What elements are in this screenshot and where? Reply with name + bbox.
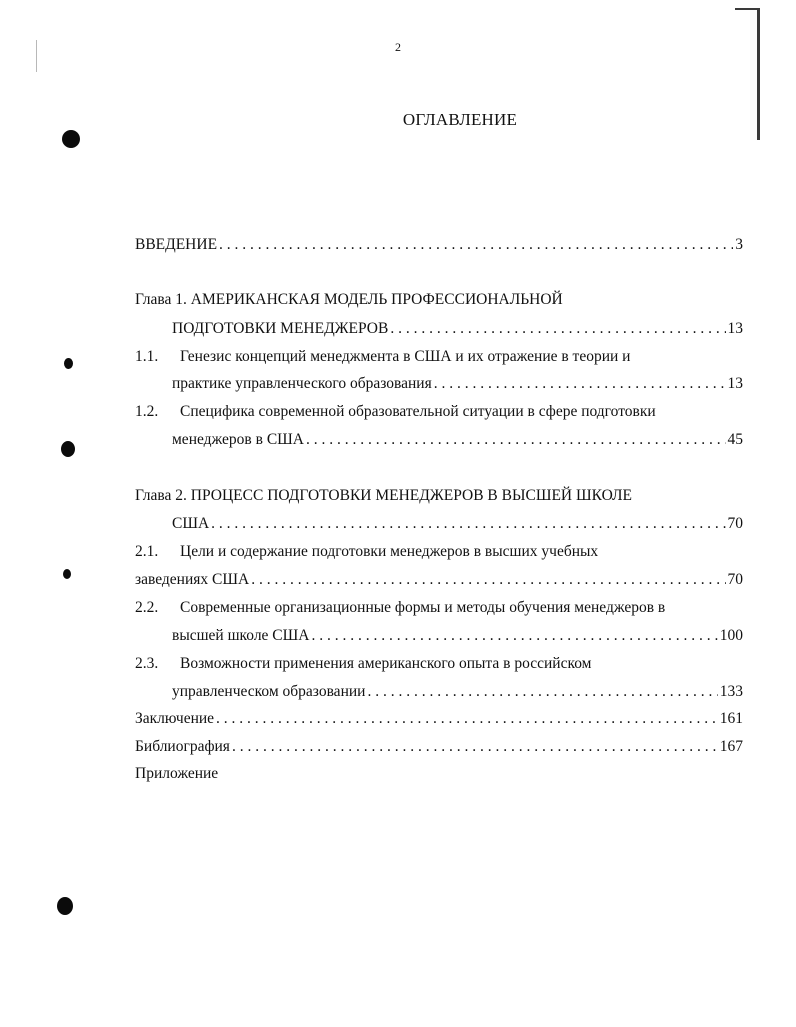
toc-page: 45 bbox=[727, 431, 743, 448]
toc-section-2-2-cont bbox=[172, 625, 743, 647]
leader-dots bbox=[232, 736, 718, 758]
section-number: 2.3. bbox=[135, 655, 159, 672]
toc-section-1-2 bbox=[135, 401, 656, 423]
toc-chapter-2-title: Глава 2. ПРОЦЕСС ПОДГОТОВКИ МЕНЕДЖЕРОВ В ВЫСШЕЙ ШКОЛЕ bbox=[135, 487, 632, 504]
punch-hole-mark-1 bbox=[62, 130, 80, 148]
toc-label: США bbox=[172, 515, 210, 532]
toc-page: 70 bbox=[727, 571, 743, 588]
toc-page: 13 bbox=[727, 375, 743, 392]
punch-hole-mark-3 bbox=[61, 441, 75, 457]
leader-dots bbox=[219, 234, 733, 256]
toc-section-1-2-cont bbox=[172, 429, 743, 451]
page-edge-shadow-right bbox=[757, 8, 760, 140]
toc-section-2-3 bbox=[135, 653, 591, 675]
leader-dots bbox=[390, 318, 725, 340]
toc-section-1-1 bbox=[135, 346, 630, 368]
toc-label: менеджеров в США bbox=[172, 431, 304, 448]
toc-label: управленческом образовании bbox=[172, 683, 366, 700]
section-title: Специфика современной образовательной ситуации в сфере подготовки bbox=[180, 403, 656, 420]
toc-heading: ОГЛАВЛЕНИЕ bbox=[402, 110, 518, 129]
toc-label: Библиография bbox=[135, 738, 230, 755]
toc-label: ВВЕДЕНИЕ bbox=[135, 236, 218, 253]
toc-section-2-1 bbox=[135, 541, 598, 563]
leader-dots bbox=[434, 373, 726, 395]
toc-page: 133 bbox=[719, 683, 743, 700]
toc-entry-conclusion bbox=[135, 708, 743, 730]
punch-hole-mark-4 bbox=[63, 569, 71, 579]
toc-entry-appendix: Приложение bbox=[135, 765, 219, 782]
toc-section-1-1-cont bbox=[172, 373, 743, 395]
punch-hole-mark-2 bbox=[64, 358, 73, 369]
toc-page: 161 bbox=[719, 710, 743, 727]
toc-page: 100 bbox=[719, 627, 743, 644]
section-title: Возможности применения американского опыта в российском bbox=[180, 655, 592, 672]
toc-section-2-2 bbox=[135, 597, 665, 619]
section-number: 1.2. bbox=[135, 403, 159, 420]
toc-chapter-2-cont bbox=[172, 513, 743, 535]
section-title: Генезис концепций менеджмента в США и их отражение в теории и bbox=[180, 348, 631, 365]
toc-chapter-1-cont bbox=[172, 318, 743, 340]
toc-label: практике управленческого образования bbox=[172, 375, 432, 392]
leader-dots bbox=[251, 569, 725, 591]
toc-label: Заключение bbox=[135, 710, 215, 727]
toc-entry-intro bbox=[135, 234, 743, 256]
toc-label: заведениях США bbox=[135, 571, 250, 588]
leader-dots bbox=[367, 681, 717, 703]
section-number: 2.1. bbox=[135, 543, 159, 560]
toc-chapter-1-title: Глава 1. АМЕРИКАНСКАЯ МОДЕЛЬ ПРОФЕССИОНАЛЬНОЙ bbox=[135, 291, 563, 308]
section-number: 2.2. bbox=[135, 599, 159, 616]
toc-label: высшей школе США bbox=[172, 627, 310, 644]
leader-dots bbox=[216, 708, 718, 730]
toc-page: 3 bbox=[735, 236, 743, 253]
leader-dots bbox=[306, 429, 726, 451]
toc-label: ПОДГОТОВКИ МЕНЕДЖЕРОВ bbox=[172, 320, 389, 337]
section-title: Цели и содержание подготовки менеджеров в высших учебных bbox=[180, 543, 599, 560]
toc-section-2-1-cont bbox=[135, 569, 743, 591]
toc-section-2-3-cont bbox=[172, 681, 743, 703]
page-edge-corner-top bbox=[735, 8, 759, 10]
toc-page: 70 bbox=[727, 515, 743, 532]
page-edge-left bbox=[36, 40, 37, 72]
section-number: 1.1. bbox=[135, 348, 159, 365]
leader-dots bbox=[211, 513, 725, 535]
section-title: Современные организационные формы и методы обучения менеджеров в bbox=[180, 599, 666, 616]
toc-page: 13 bbox=[727, 320, 743, 337]
leader-dots bbox=[311, 625, 717, 647]
page-number: 2 bbox=[395, 40, 401, 54]
toc-page: 167 bbox=[719, 738, 743, 755]
punch-hole-mark-5 bbox=[57, 897, 73, 915]
toc-entry-bibliography bbox=[135, 736, 743, 758]
